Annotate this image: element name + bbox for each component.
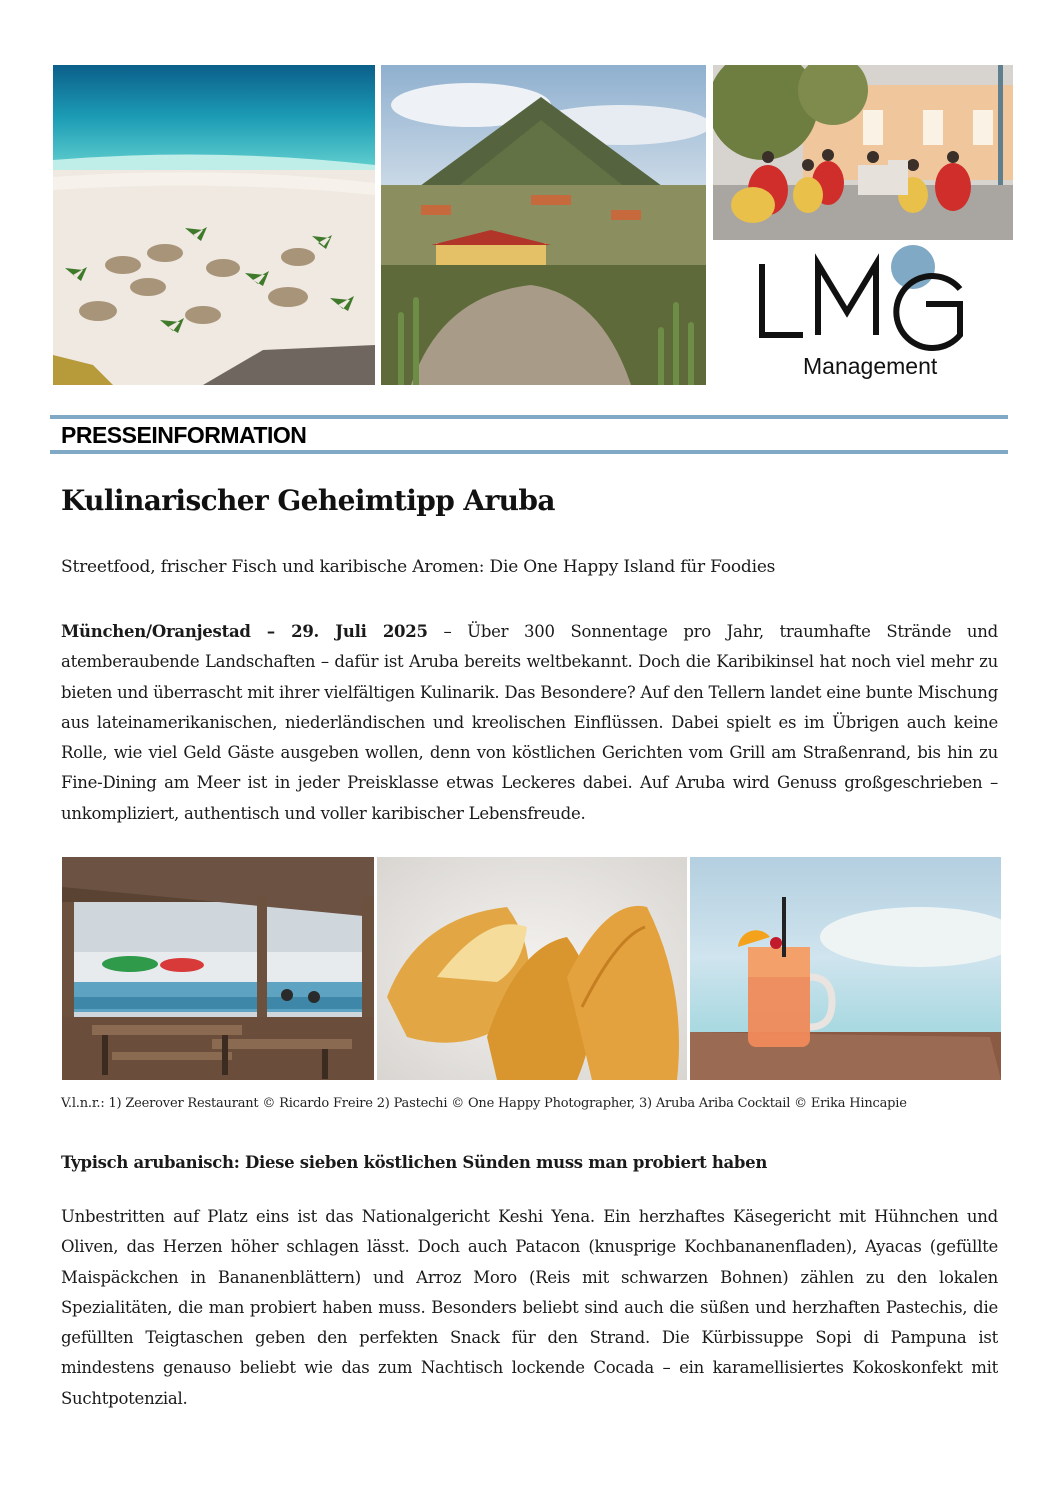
article-title: Kulinarischer Geheimtipp Aruba <box>61 484 555 517</box>
intro-paragraph <box>61 617 998 829</box>
article-subtitle: Streetfood, frischer Fisch und karibische Aromen: Die One Happy Island für Foodies <box>61 557 776 577</box>
header-rule-top <box>50 415 1008 419</box>
dateline: München/Oranjestad – 29. Juli 2025 <box>61 622 428 641</box>
section-heading: Typisch arubanisch: Diese sieben köstlichen Sünden muss man probiert haben <box>61 1153 768 1172</box>
intro-text: – Über 300 Sonnentage pro Jahr, traumhafte Strände und atemberaubende Landschaften – dafür ist Aruba bereits weltbekannt. Doch die Karibikinsel hat noch viel mehr zu bieten und überrascht mit ihrer vielfältigen Kulinarik. Das Besondere? Auf den Tellern landet eine bunte Mischung aus lateinamerikanischen, niederländischen und kreolischen Einflüssen. Dabei spielt es im Übrigen auch keine Rolle, wie viel Geld Gäste ausgeben wollen, denn von köstlichen Gerichten vom Grill am Straßenrand, bis hin zu Fine-Dining am Meer ist in jeder Preisklasse etwas Leckeres dabei. Auf Aruba wird Genuss großgeschrieben – unkompliziert, authentisch und voller karibischer Lebensfreude. <box>61 622 998 823</box>
photo-aruba-ariba-cocktail <box>690 857 1001 1080</box>
photo-dancers <box>713 65 1013 240</box>
photo-zeerover-restaurant <box>62 857 374 1080</box>
header-rule-bottom <box>50 450 1008 454</box>
logo-sub: Management <box>803 353 938 379</box>
photo-pastechi <box>377 857 687 1080</box>
section-paragraph: Unbestritten auf Platz eins ist das Nationalgericht Keshi Yena. Ein herzhaftes Käsegericht mit Hühnchen und Oliven, das Herzen höher schlagen lässt. Doch auch Patacon (knusprige Kochbananenfladen), Ayacas (gefüllte Maispäckchen in Bananenblättern) und Arroz Moro (Reis mit schwarzen Bohnen) zählen zu den lokalen Spezialitäten, die man probiert haben muss. Besonders beliebt sind auch die süßen und herzhaften Pastechis, die gefüllten Teigtaschen geben den perfekten Snack für den Strand. Die Kürbissuppe Sopi di Pampuna ist mindestens genauso beliebt wie das zum Nachtisch lockende Cocada – ein karamellisiertes Kokoskonfekt mit Suchtpotenzial. <box>61 1207 998 1408</box>
lmg-logo <box>748 242 978 384</box>
photo-beach <box>53 65 375 385</box>
photo-hooiberg <box>381 65 706 385</box>
photo-caption: V.l.n.r.: 1) Zeerover Restaurant © Ricardo Freire 2) Pastechi © One Happy Photographer, 3) Aruba Ariba Cocktail © Erika Hincapie <box>61 1096 907 1111</box>
press-label: PRESSEINFORMATION <box>61 422 307 448</box>
